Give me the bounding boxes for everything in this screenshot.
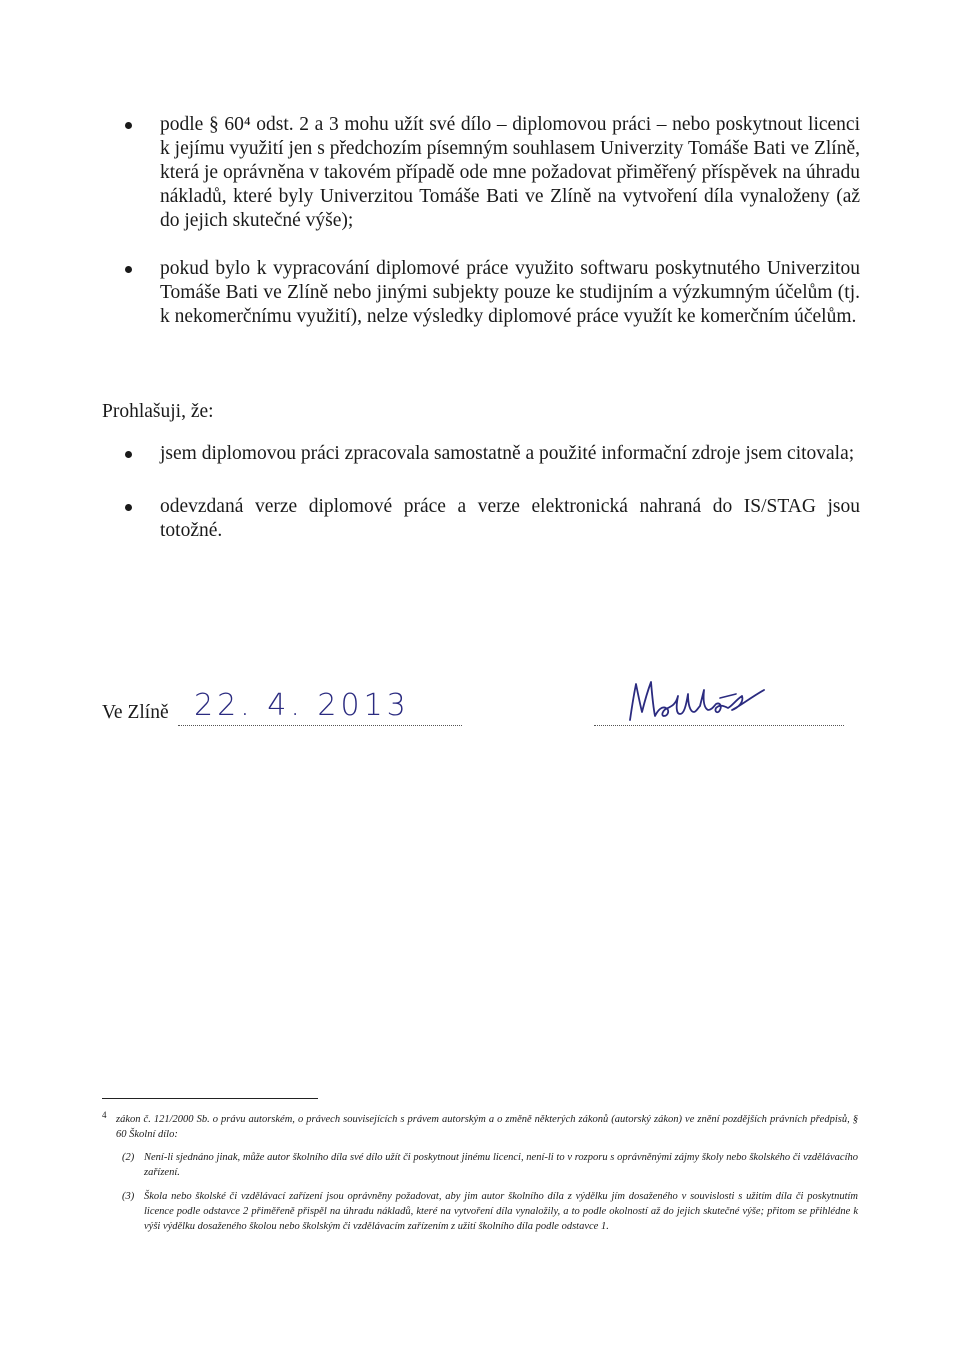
handwritten-signature [624,676,774,730]
bullet-item: pokud bylo k vypracování diplomové práce využito softwaru poskytnutého Univerzitou Tomáše Bati ve Zlíně nebo jinými subjekty pouze ke studijním a výzkumným účelům (tj. k nekomerčnímu využití), nelze výsledky diplomové práce využít ke komerčním účelům. [120,257,860,329]
handwritten-date: 22. 4. 2013 [194,688,410,723]
bullet-item: odevzdaná verze diplomové práce a verze elektronická nahraná do IS/STAG jsou totožné. [120,495,860,543]
footnotes [102,1112,858,1243]
place-label: Ve Zlíně [102,702,169,723]
footnote-rule [102,1098,318,1099]
footnote-paragraph [102,1150,858,1180]
signature-row [102,690,862,740]
rights-bullet-list [120,113,860,329]
footnote-paragraph-text: Není-li sjednáno jinak, může autor školního díla své dílo užít či poskytnout jinému licenci, není-li to v rozporu s oprávněnými zájmy školy nebo školského či vzdělávacího zařízení. [144,1152,858,1178]
declaration-intro: Prohlašuji, že: [102,401,214,422]
date-dotted-line [178,725,462,726]
bullet-item: podle § 60⁴ odst. 2 a 3 mohu užít své dílo – diplomovou práci – nebo poskytnout licenci k jejímu využití jen s předchozím písemným souhlasem Univerzity Tomáše Bati ve Zlíně, která je oprávněna v takovém případě ode mne požadovat přiměřený příspěvek na úhradu nákladů, které byly Univerzitou Tomáše Bati ve Zlíně na vytvoření díla vynaloženy (až do jejich skutečné výše); [120,113,860,233]
footnote-paragraph-number: (3) [122,1191,135,1202]
footnote-paragraph-number: (2) [122,1152,135,1163]
footnote-paragraph [102,1189,858,1234]
declaration-bullet-list [120,442,860,543]
footnote-marker: 4 [102,1110,107,1120]
footnote-paragraph-text: Škola nebo školské či vzdělávací zařízení jsou oprávněny požadovat, aby jim autor školního díla z výdělku jím dosaženého v souvislosti s užitím díla či poskytnutím licence podle odstavce 2 přiměřeně přispěl na úhradu nákladů, které na vytvoření díla vynaložily, a to podle okolností až do jejich skutečné výše; přitom se přihlédne k výši výdělku dosaženého školou nebo školským či vzdělávacím zařízením z užití školního díla podle odstavce 1. [144,1191,858,1232]
footnote-main [102,1112,858,1142]
bullet-item: jsem diplomovou práci zpracovala samostatně a použité informační zdroje jsem citovala; [120,442,860,466]
footnote-main-text: zákon č. 121/2000 Sb. o právu autorském, o právech souvisejících s právem autorským a o změně některých zákonů (autorský zákon) ve znění pozdějších právních předpisů, § 60 Školní dílo: [116,1114,858,1140]
